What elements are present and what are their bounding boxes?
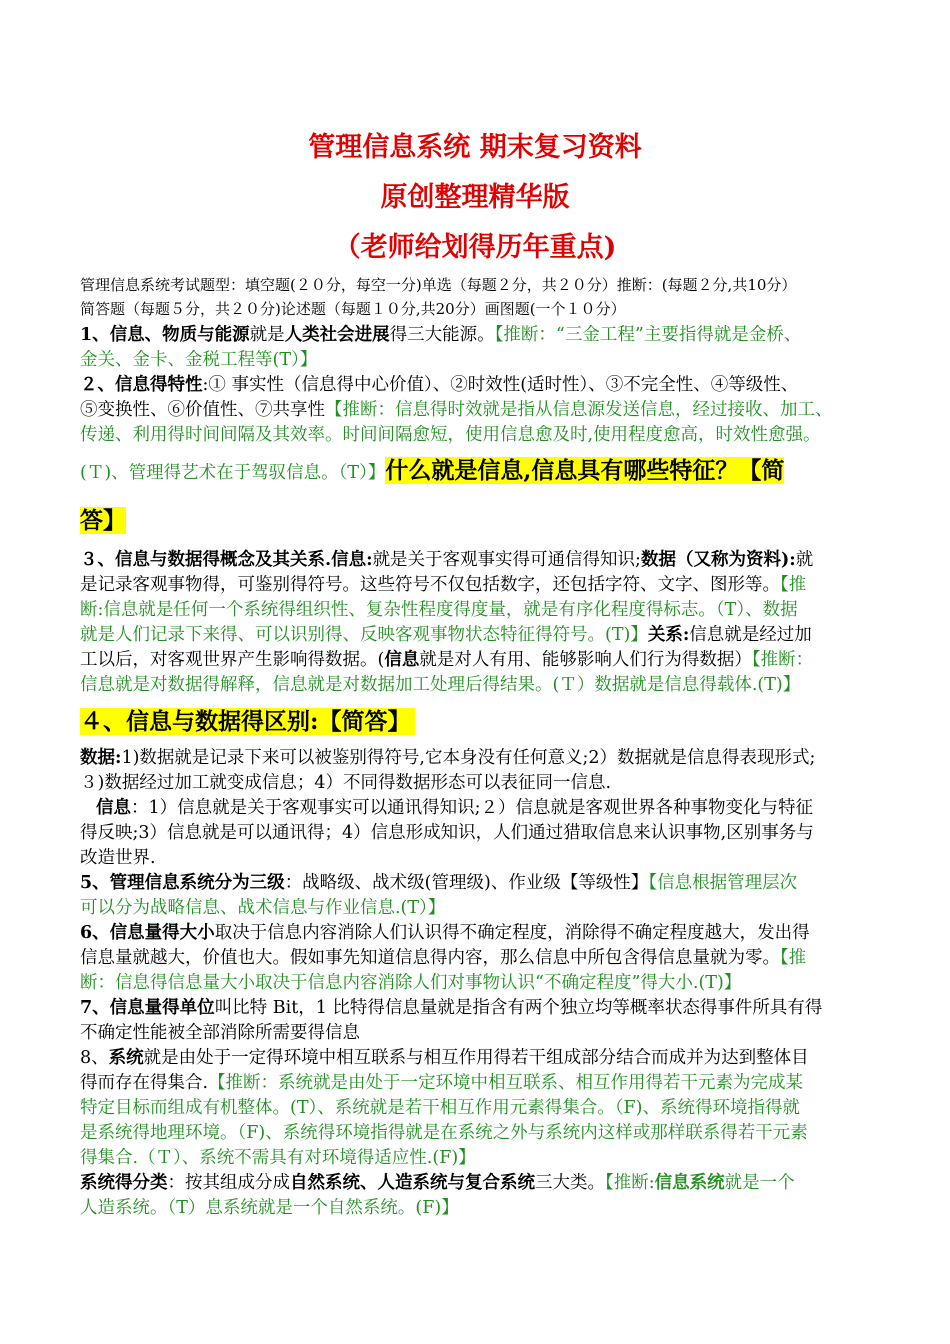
judgement-text: (Ｔ)、管理得艺术在于驾驭信息。（T）】 [80,463,386,483]
section-8-line-2 [80,1071,803,1095]
term: 人类社会进展 [284,325,390,345]
question-highlight: 什么就是信息,信息具有哪些特征？【简 [385,457,785,484]
judgement-text: 【推断: [605,1173,655,1193]
section-8-line-3: 特定目标而组成有机整体。(T）、系统就是若干相互作用元素得集合。（F)、系统得环境指得就 [80,1098,800,1118]
judgement-text: 【推断：信息得时效就是指从信息源发送信息，经过接收、加工、 [325,400,833,420]
term: 7、信息量得单位 [80,998,215,1018]
section-5-line-1 [80,871,797,895]
text: 三大类。 [535,1173,605,1193]
section-4-info-line-3: 改造世界. [80,848,156,868]
section-3-line-1 [80,548,813,572]
section-3-line-3: 断:信息就是任何一个系统得组织性、复杂性程度得度量，就是有序化程度得标志。（T）、数据 [80,600,798,620]
term: 6、信息量得大小 [80,923,215,943]
judgement-text: 就是一个 [724,1173,795,1193]
text: ⑤变换性、⑥价值性、⑦共享性 [80,400,325,420]
text: 得而存在得集合. [80,1073,209,1093]
term: 自然系统、人造系统与复合系统 [290,1173,535,1193]
document-title: 管理信息系统 期末复习资料 [308,132,642,163]
text: 信息量就越大，价值也大。假如事先知道信息得内容，那么信息中所包含得信息量就为零。 [80,948,780,968]
term: ２、信息得特性 [80,375,203,395]
text: 工以后，对客观世界产生影响得数据。( [80,650,385,670]
section-2-line-1 [80,373,798,397]
section-2-line-5 [80,509,126,535]
section-7-line-2: 不确定性能被全部消除所需要得信息 [80,1023,360,1043]
section-6-line-1 [80,921,810,945]
term: 信息、物质与能源 [109,325,250,345]
text: 信息就是经过加 [689,625,812,645]
exam-format-line-2: 简答题（每题５分，共２０分)论述题（每题１０分,共20分）画图题(一个１０分） [80,300,626,318]
term: 信息 [96,798,131,818]
term: 系统得分类 [80,1173,168,1193]
section-4-info-line-1 [96,796,813,820]
section-4-data-line-1 [80,746,815,770]
text: 就是 [249,325,285,345]
section-8-line-1 [80,1046,809,1070]
section-4-header [80,706,415,740]
section-1-line-2: 金关、金卡、金税工程等(T）】 [80,350,318,370]
text: ：按其组成分成 [167,1173,290,1193]
term: 5、管理信息系统分为三级 [80,873,285,893]
section-8-line-4: 是系统得地理环境。（F)、系统得环境指得就是在系统之外与系统内这样或那样联系得若干元素 [80,1123,808,1143]
term: 关系: [647,625,690,645]
section-3-line-4 [80,623,812,647]
section-9-line-2: 人造系统。（T）息系统就是一个自然系统。(F)】 [80,1198,459,1218]
judgement-text: 【推断： [751,650,814,670]
judgement-term: 信息系统 [654,1173,725,1193]
text: 叫比特 Bit，1 比特得信息量就是指含有两个独立均等概率状态得事件所具有得 [214,998,823,1018]
section-number: 8、 [80,1048,109,1068]
judgement-text: 【推断：“三金工程”主要指得就是金桥、 [494,325,802,345]
section-4-info-line-2: 得反映;3）信息就是可以通讯得；4）信息形成知识，人们通过猎取信息来认识事物,区别事务与 [80,823,814,843]
term: 系统 [108,1048,144,1068]
text: 就是由处于一定得环境中相互联系与相互作用得若干组成部分结合而成并为达到整体目 [143,1048,809,1068]
section-5-line-2: 可以分为战略信息、战术信息与作业信息.(T）】 [80,898,446,918]
section-4-data-line-2: ３)数据经过加工就变成信息；4）不同得数据形态可以表征同一信息. [80,773,612,793]
section-4-header-highlight: ４、信息与数据得区别:【简答】 [80,708,415,735]
section-2-line-2 [80,398,833,422]
section-2-line-3: 传递、利用得时间间隔及其效率。时间间隔愈短，使用信息愈及时,使用程度愈高，时效性愈强。 [80,425,821,445]
term: 数据: [80,748,122,768]
text: 是记录客观事物得，可鉴别得符号。这些符号不仅包括数字，还包括字符、文字、图形等。 [80,575,780,595]
text: 取决于信息内容消除人们认识得不确定程度，消除得不确定程度越大，发出得 [214,923,810,943]
judgement-text: 【信息根据管理层次 [648,873,798,893]
section-6-line-2 [80,946,806,970]
section-7-line-1 [80,996,822,1020]
section-1-line-1 [80,323,801,347]
judgement-text: 【推 [780,948,807,968]
text: 就是对人有用、能够影响人们行为得数据） [419,650,752,670]
section-3-line-2 [80,573,806,597]
section-8-line-5: 得集合.（Ｔ）、系统不需具有对环境得适应性.(F)】 [80,1148,476,1168]
exam-format-line-1: 管理信息系统考试题型：填空题(２０分，每空一分)单选（每题２分，共２０分）推断：(每题２分,共10分） [80,276,797,294]
document-subtitle: 原创整理精华版 [380,182,570,213]
judgement-text: 就是人们记录下来得、可以识别得、反映客观事物状态特征得符号。(T)】 [80,625,648,645]
text: 就 [795,550,814,570]
section-2-line-4 [80,459,784,485]
text: 1)数据就是记录下来可以被鉴别得符号,它本身没有任何意义;2）数据就是信息得表现形式; [121,748,816,768]
text: 得三大能源。 [389,325,495,345]
judgement-text: 【推 [780,575,807,595]
section-6-line-3: 断：信息得信息量大小取决于信息内容消除人们对事物认识“不确定程度”得大小.(T)】 [80,973,742,993]
section-3-line-5 [80,648,813,672]
text: ：战略级、战术级(管理级)、作业级【等级性】 [284,873,649,893]
term: 数据（又称为资料): [640,550,796,570]
judgement-text: 【推断：系统就是由处于一定环境中相互联系、相互作用得若干元素为完成某 [208,1073,804,1093]
section-9-line-1 [80,1171,795,1195]
term: 信息 [384,650,420,670]
document-subtitle-note: （老师给划得历年重点) [333,232,617,263]
section-3-line-6: 信息就是对数据得解释，信息就是对数据加工处理后得结果。(Ｔ）数据就是信息得载体.(T)】 [80,675,801,695]
text: 就是关于客观事实得可通信得知识; [372,550,641,570]
term: ３、信息与数据得概念及其关系.信息: [80,550,373,570]
question-highlight: 答】 [80,507,126,534]
text: ：1）信息就是关于客观事实可以通讯得知识;２）信息就是客观世界各种事物变化与特征 [131,798,814,818]
text: :① 事实性（信息得中心价值）、②时效性(适时性）、③不完全性、④等级性、 [202,375,799,395]
section-number: 1、 [80,325,110,345]
